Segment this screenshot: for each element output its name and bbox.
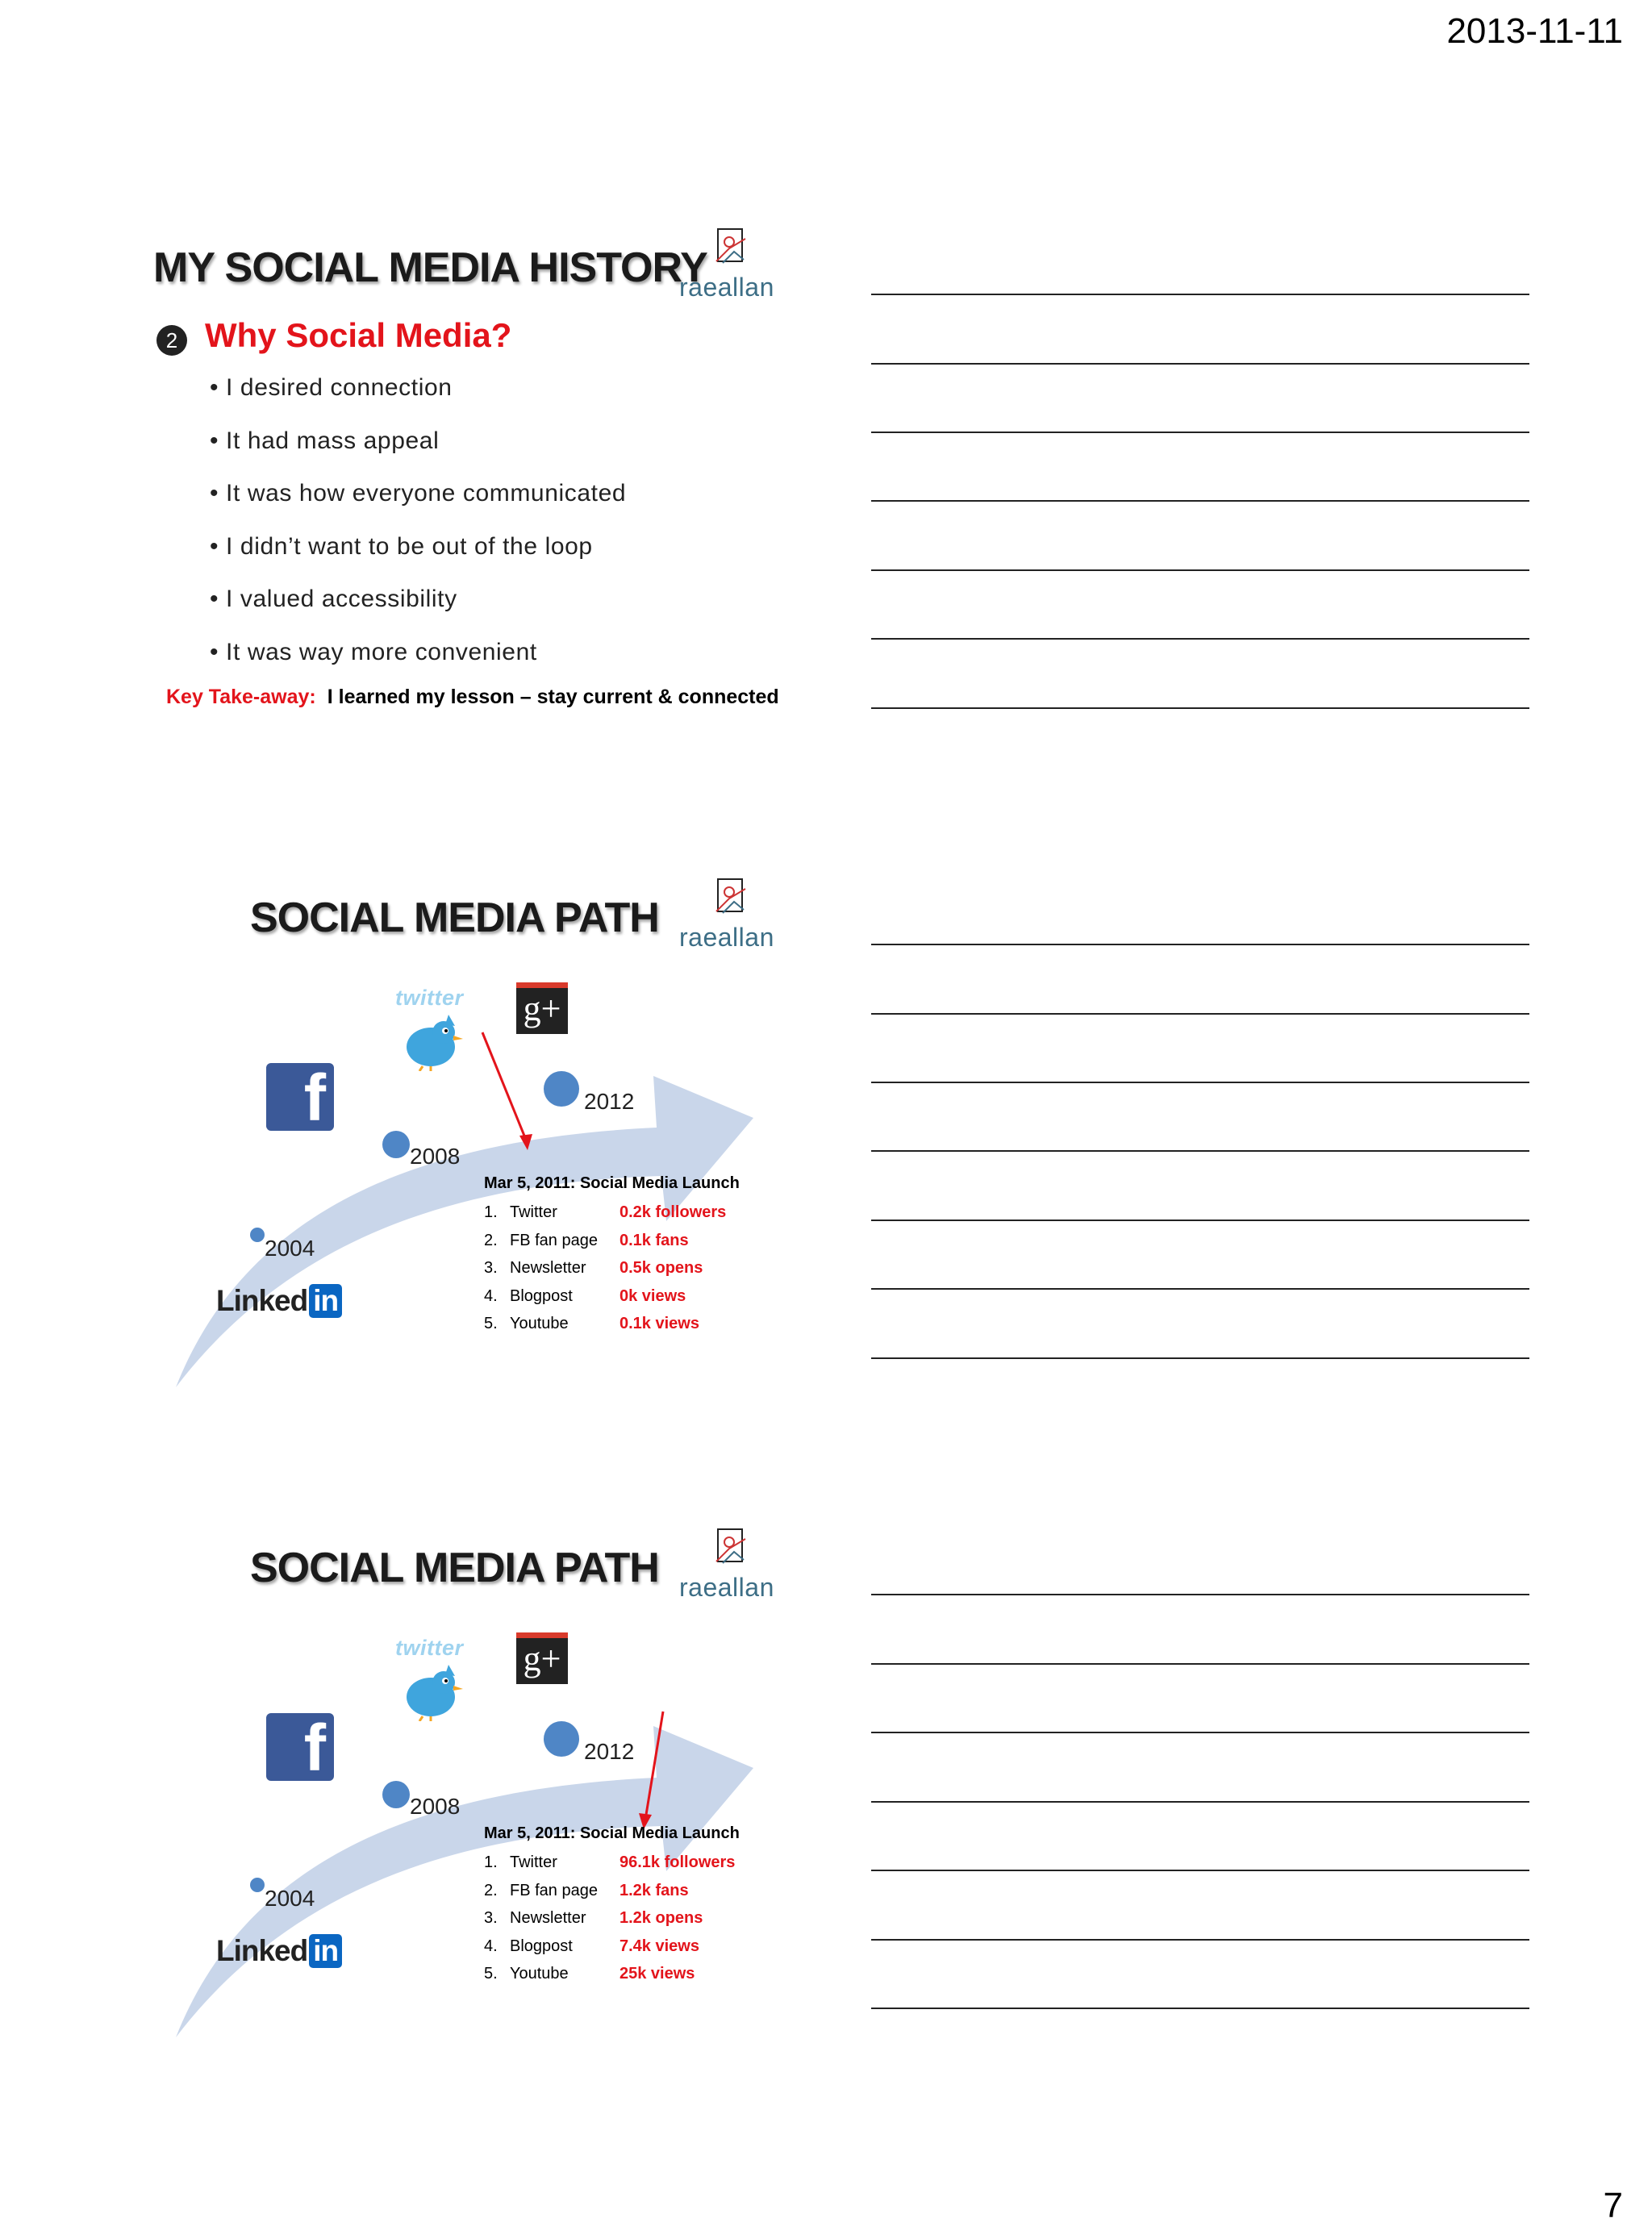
- timeline-dot-2004: [250, 1228, 265, 1242]
- logo-mark-icon: [713, 878, 749, 919]
- linkedin-icon: in: [309, 1934, 342, 1968]
- note-line: [871, 1150, 1529, 1152]
- slide-social-media-path-before: [156, 873, 782, 1361]
- section-heading: Why Social Media?: [205, 316, 512, 354]
- stat-value: 0.2k followers: [620, 1203, 727, 1221]
- note-line: [871, 1939, 1529, 1941]
- linkedin-wordmark: Linked: [216, 1934, 308, 1967]
- note-line: [871, 707, 1529, 709]
- stat-row: 1. Twitter 0.2k followers: [484, 1203, 727, 1221]
- timeline-dot-2012: [544, 1721, 579, 1757]
- stat-row: 3. Newsletter 1.2k opens: [484, 1909, 703, 1927]
- note-line: [871, 1594, 1529, 1595]
- key-takeaway: [166, 686, 779, 709]
- google-plus-icon: g+: [516, 1632, 568, 1684]
- logo-mark-icon: [713, 1528, 749, 1570]
- slide-social-media-path-after: [156, 1523, 782, 2012]
- stat-value: 1.2k fans: [620, 1881, 689, 1899]
- twitter-bird-icon: [398, 1662, 463, 1721]
- key-takeaway-text: I learned my lesson – stay current & connected: [327, 686, 779, 708]
- slide-social-media-history: [153, 223, 782, 711]
- stat-value: 25k views: [620, 1965, 695, 1983]
- timeline-dot-2004: [250, 1878, 265, 1892]
- twitter-wordmark: twitter: [395, 1636, 464, 1660]
- stat-value: 96.1k followers: [620, 1853, 736, 1871]
- timeline-dot-2008: [382, 1131, 410, 1158]
- note-line: [871, 1357, 1529, 1359]
- twitter-wordmark: twitter: [395, 986, 464, 1010]
- note-line: [871, 1288, 1529, 1290]
- stat-row: 1. Twitter 96.1k followers: [484, 1853, 736, 1871]
- logo-wordmark: raeallan: [679, 1573, 774, 1602]
- year-label: 2012: [584, 1089, 635, 1114]
- note-line: [871, 1220, 1529, 1221]
- year-label: 2008: [410, 1794, 461, 1819]
- stat-value: 7.4k views: [620, 1937, 699, 1955]
- logo-mark-icon: [713, 227, 749, 269]
- year-label: 2012: [584, 1739, 635, 1764]
- stat-value: 0.5k opens: [620, 1259, 703, 1277]
- note-line: [871, 294, 1529, 295]
- note-line: [871, 363, 1529, 365]
- note-line: [871, 432, 1529, 433]
- launch-title: Mar 5, 2011: Social Media Launch: [484, 1174, 740, 1192]
- facebook-icon: f: [266, 1063, 334, 1131]
- bullet-item: • I desired connection: [210, 374, 626, 427]
- note-line: [871, 1732, 1529, 1733]
- twitter-bird-icon: [398, 1011, 463, 1071]
- stat-value: 0k views: [620, 1286, 686, 1305]
- note-line: [871, 1663, 1529, 1665]
- launch-title: Mar 5, 2011: Social Media Launch: [484, 1824, 740, 1842]
- year-label: 2008: [410, 1144, 461, 1169]
- red-pointer-arrow: [636, 1710, 668, 1831]
- stats-list: [484, 1203, 758, 1343]
- slide-title: MY SOCIAL MEDIA HISTORY: [153, 244, 707, 291]
- facebook-icon: f: [266, 1713, 334, 1781]
- timeline-dot-2008: [382, 1781, 410, 1808]
- raeallan-logo: [679, 227, 776, 308]
- slide-title: SOCIAL MEDIA PATH: [250, 1545, 659, 1591]
- red-pointer-arrow: [479, 1031, 536, 1152]
- stats-list: [484, 1853, 758, 1993]
- linkedin-logo: [216, 1934, 342, 1968]
- bullet-list: [210, 374, 626, 691]
- page-number: 7: [1603, 2186, 1623, 2225]
- print-date: 2013-11-11: [1446, 11, 1623, 51]
- stat-row: 4. Blogpost 7.4k views: [484, 1937, 699, 1955]
- stat-row: 3. Newsletter 0.5k opens: [484, 1259, 703, 1277]
- google-plus-icon: g+: [516, 982, 568, 1034]
- stat-row: 5. Youtube 25k views: [484, 1965, 695, 1983]
- note-line: [871, 569, 1529, 571]
- linkedin-wordmark: Linked: [216, 1284, 308, 1317]
- note-line: [871, 2008, 1529, 2009]
- stat-row: 2. FB fan page 1.2k fans: [484, 1881, 689, 1899]
- stat-row: 5. Youtube 0.1k views: [484, 1315, 699, 1332]
- linkedin-logo: [216, 1284, 342, 1318]
- note-line: [871, 1082, 1529, 1083]
- stat-value: 1.2k opens: [620, 1909, 703, 1927]
- note-line: [871, 1870, 1529, 1871]
- year-label: 2004: [265, 1236, 315, 1261]
- raeallan-logo: [679, 1528, 776, 1608]
- stat-row: 2. FB fan page 0.1k fans: [484, 1231, 689, 1249]
- logo-wordmark: raeallan: [679, 923, 774, 952]
- year-label: 2004: [265, 1886, 315, 1911]
- note-line: [871, 500, 1529, 502]
- note-line: [871, 638, 1529, 640]
- stat-row: 4. Blogpost 0k views: [484, 1286, 686, 1305]
- timeline-dot-2012: [544, 1071, 579, 1107]
- bullet-item: • It was how everyone communicated: [210, 480, 626, 533]
- bullet-item: • It had mass appeal: [210, 427, 626, 481]
- note-line: [871, 1013, 1529, 1015]
- stat-value: 0.1k views: [620, 1315, 699, 1332]
- bullet-item: • I valued accessibility: [210, 586, 626, 639]
- logo-wordmark: raeallan: [679, 273, 774, 302]
- key-takeaway-label: Key Take-away:: [166, 686, 316, 708]
- note-line: [871, 1801, 1529, 1803]
- bullet-item: • I didn’t want to be out of the loop: [210, 533, 626, 586]
- slide-title: SOCIAL MEDIA PATH: [250, 894, 659, 941]
- linkedin-icon: in: [309, 1284, 342, 1318]
- bullet-item: • It was way more convenient: [210, 639, 626, 692]
- stat-value: 0.1k fans: [620, 1231, 689, 1249]
- section-number-badge: 2: [156, 325, 187, 356]
- note-line: [871, 944, 1529, 945]
- raeallan-logo: [679, 878, 776, 958]
